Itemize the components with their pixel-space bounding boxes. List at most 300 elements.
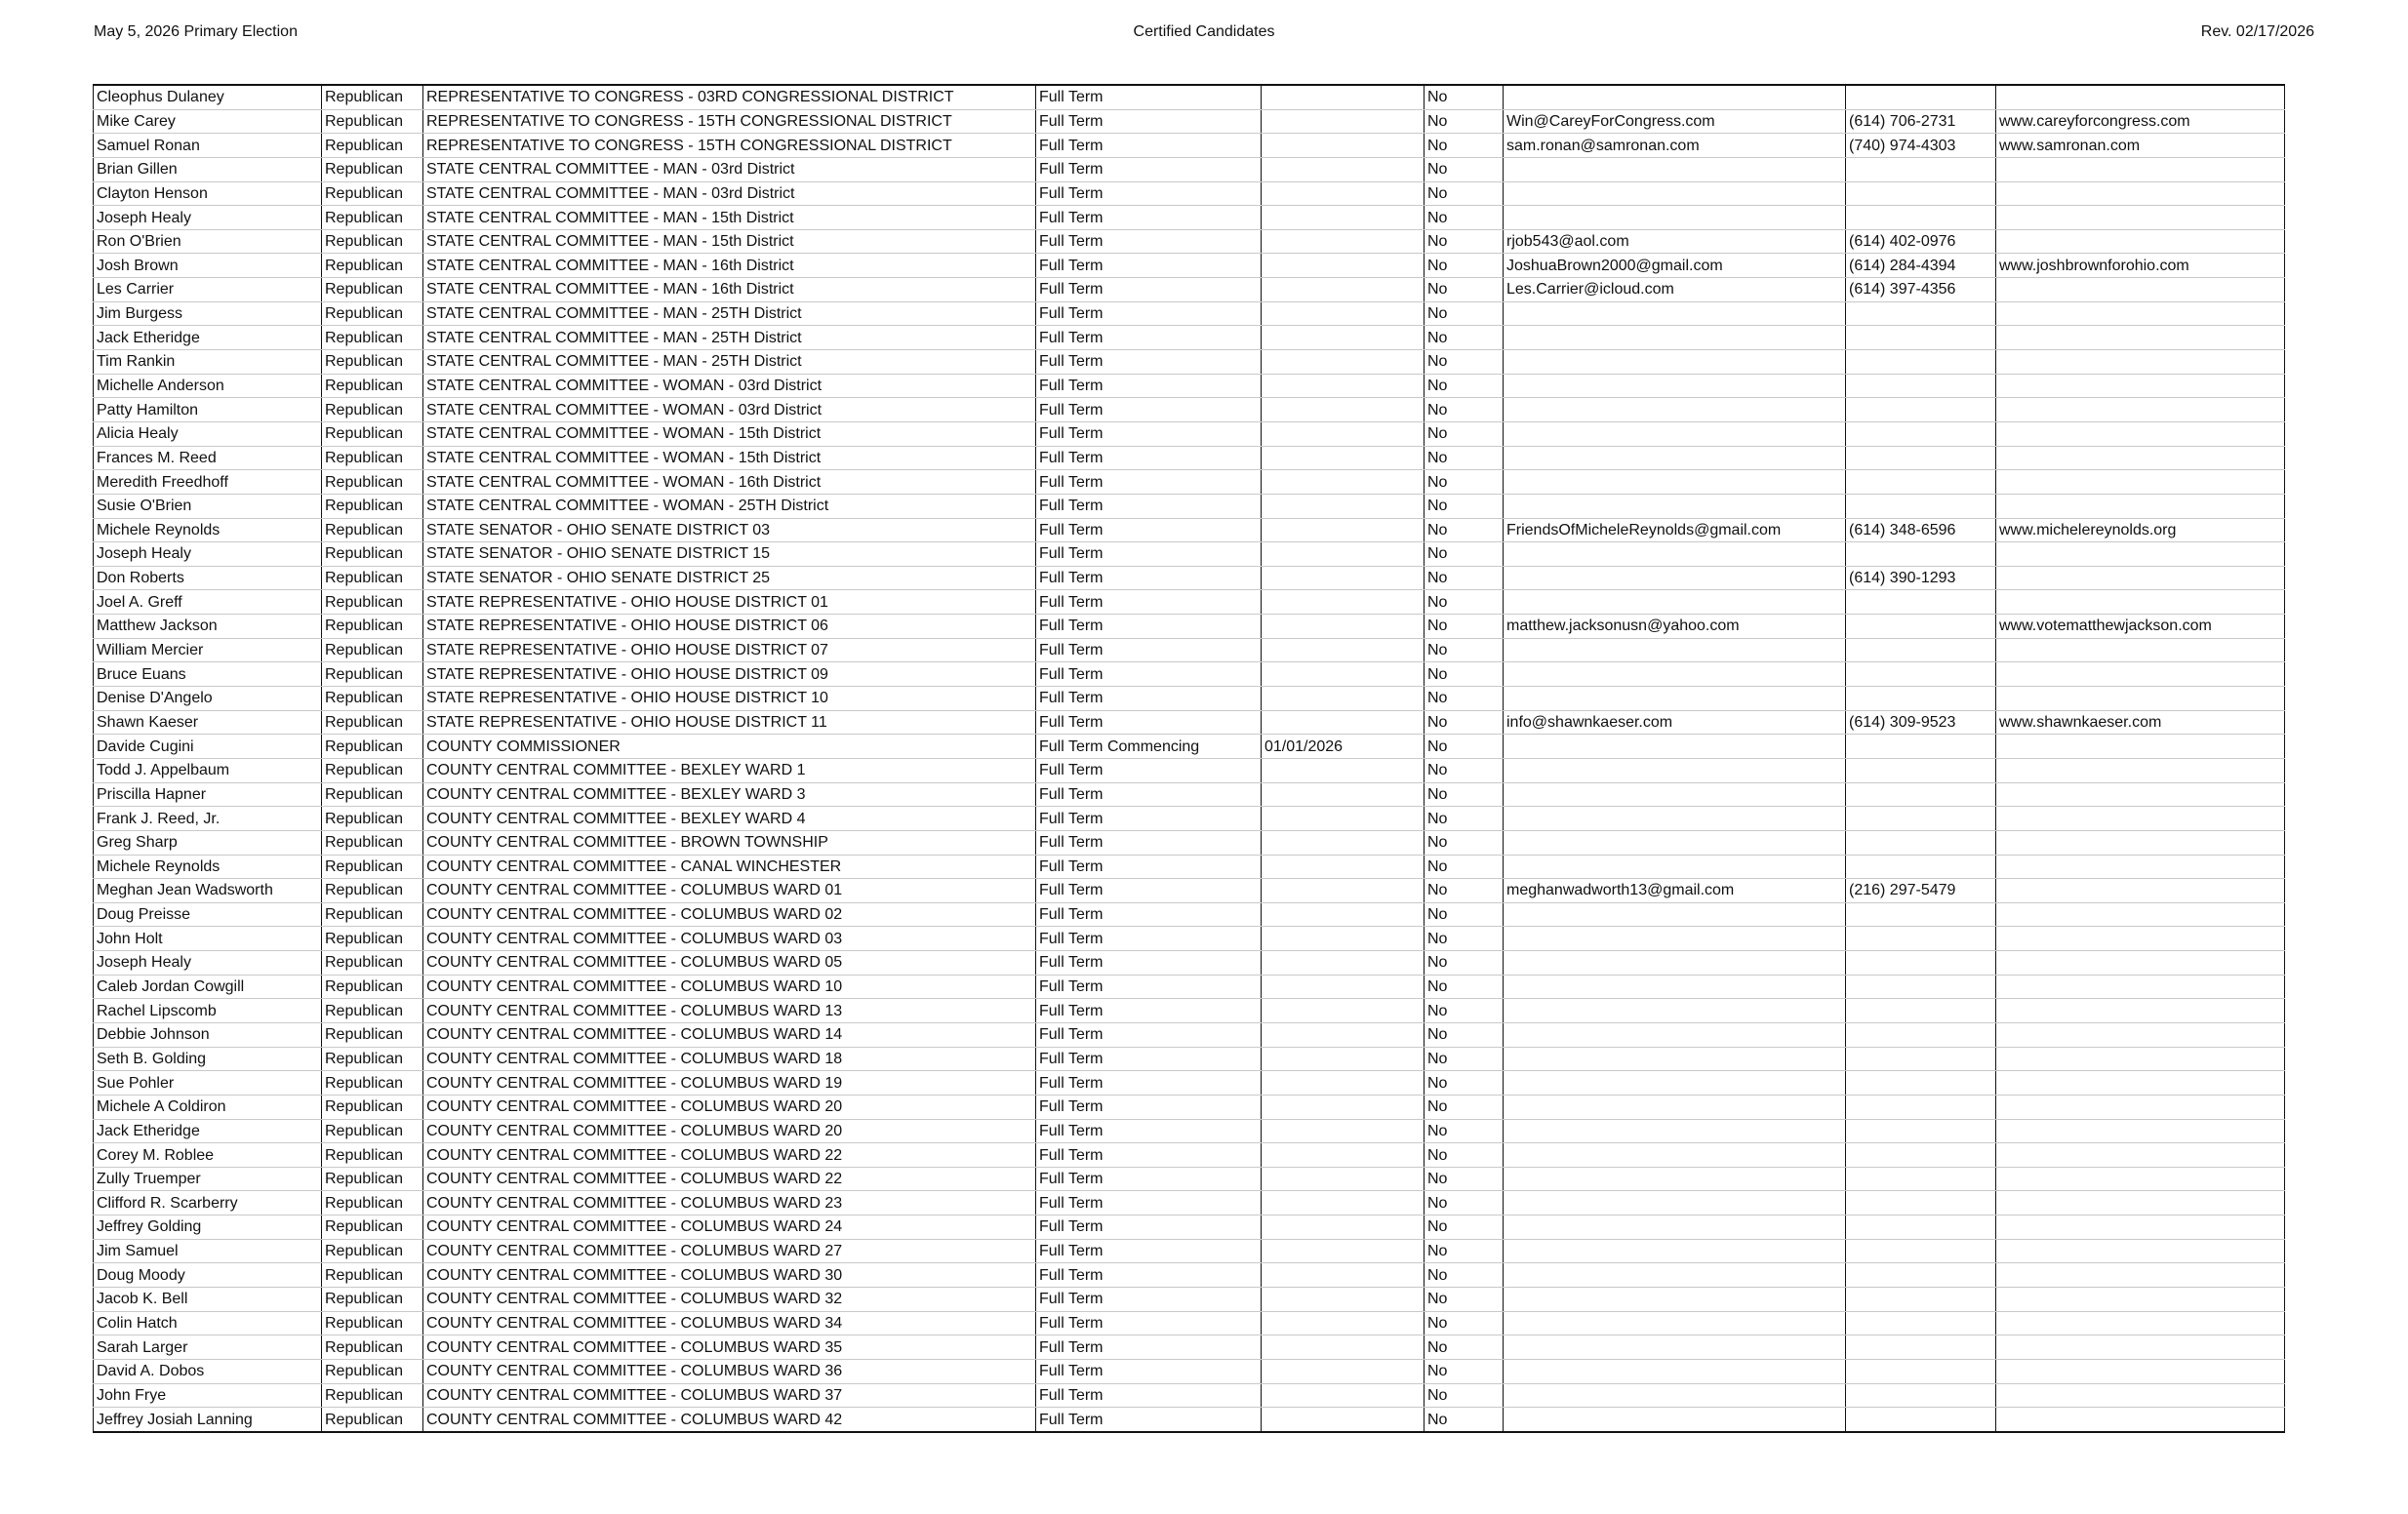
email-cell: JoshuaBrown2000@gmail.com bbox=[1504, 254, 1846, 278]
write-in-cell: No bbox=[1425, 1215, 1504, 1240]
party-cell: Republican bbox=[322, 1167, 423, 1191]
write-in-cell: No bbox=[1425, 975, 1504, 999]
table-row bbox=[94, 830, 2285, 855]
phone-cell bbox=[1846, 301, 1996, 326]
term-start-cell bbox=[1262, 494, 1425, 518]
write-in-cell: No bbox=[1425, 1071, 1504, 1096]
candidate-name-cell: Jack Etheridge bbox=[94, 326, 322, 350]
term-cell: Full Term bbox=[1036, 951, 1262, 976]
phone-cell bbox=[1846, 421, 1996, 446]
office-cell: STATE CENTRAL COMMITTEE - MAN - 25TH District bbox=[423, 350, 1036, 375]
term-cell: Full Term bbox=[1036, 181, 1262, 206]
write-in-cell: No bbox=[1425, 470, 1504, 495]
website-cell bbox=[1996, 951, 2285, 976]
table-row bbox=[94, 855, 2285, 879]
email-cell bbox=[1504, 157, 1846, 181]
party-cell: Republican bbox=[322, 301, 423, 326]
term-cell: Full Term bbox=[1036, 1167, 1262, 1191]
table-row bbox=[94, 975, 2285, 999]
candidate-name-cell: Davide Cugini bbox=[94, 735, 322, 759]
website-cell bbox=[1996, 1167, 2285, 1191]
term-start-cell bbox=[1262, 1191, 1425, 1215]
party-cell: Republican bbox=[322, 1383, 423, 1408]
phone-cell bbox=[1846, 638, 1996, 662]
write-in-cell: No bbox=[1425, 350, 1504, 375]
office-cell: COUNTY CENTRAL COMMITTEE - COLUMBUS WARD 42 bbox=[423, 1408, 1036, 1432]
office-cell: COUNTY CENTRAL COMMITTEE - COLUMBUS WARD 03 bbox=[423, 927, 1036, 951]
phone-cell bbox=[1846, 999, 1996, 1023]
party-cell: Republican bbox=[322, 229, 423, 254]
office-cell: STATE CENTRAL COMMITTEE - WOMAN - 03rd District bbox=[423, 398, 1036, 422]
party-cell: Republican bbox=[322, 1095, 423, 1119]
email-cell bbox=[1504, 494, 1846, 518]
write-in-cell: No bbox=[1425, 615, 1504, 639]
term-start-cell bbox=[1262, 1215, 1425, 1240]
email-cell bbox=[1504, 951, 1846, 976]
email-cell bbox=[1504, 807, 1846, 831]
table-row bbox=[94, 758, 2285, 782]
email-cell bbox=[1504, 1359, 1846, 1383]
party-cell: Republican bbox=[322, 1191, 423, 1215]
term-start-cell bbox=[1262, 206, 1425, 230]
office-cell: COUNTY CENTRAL COMMITTEE - COLUMBUS WARD 20 bbox=[423, 1095, 1036, 1119]
term-cell: Full Term bbox=[1036, 326, 1262, 350]
office-cell: COUNTY CENTRAL COMMITTEE - COLUMBUS WARD 13 bbox=[423, 999, 1036, 1023]
office-cell: COUNTY CENTRAL COMMITTEE - COLUMBUS WARD 34 bbox=[423, 1311, 1036, 1335]
candidate-name-cell: Michelle Anderson bbox=[94, 374, 322, 398]
candidate-name-cell: Doug Moody bbox=[94, 1263, 322, 1288]
website-cell: www.samronan.com bbox=[1996, 134, 2285, 158]
term-start-cell bbox=[1262, 350, 1425, 375]
party-cell: Republican bbox=[322, 1119, 423, 1143]
phone-cell bbox=[1846, 1167, 1996, 1191]
party-cell: Republican bbox=[322, 1311, 423, 1335]
website-cell bbox=[1996, 830, 2285, 855]
party-cell: Republican bbox=[322, 590, 423, 615]
email-cell bbox=[1504, 1239, 1846, 1263]
term-cell: Full Term bbox=[1036, 927, 1262, 951]
email-cell bbox=[1504, 975, 1846, 999]
term-start-cell bbox=[1262, 374, 1425, 398]
term-start-cell bbox=[1262, 710, 1425, 735]
table-row bbox=[94, 590, 2285, 615]
table-row bbox=[94, 1408, 2285, 1432]
table-row bbox=[94, 710, 2285, 735]
website-cell bbox=[1996, 975, 2285, 999]
table-row bbox=[94, 254, 2285, 278]
office-cell: COUNTY CENTRAL COMMITTEE - COLUMBUS WARD 30 bbox=[423, 1263, 1036, 1288]
term-cell: Full Term bbox=[1036, 1335, 1262, 1360]
phone-cell bbox=[1846, 975, 1996, 999]
candidate-name-cell: Patty Hamilton bbox=[94, 398, 322, 422]
website-cell bbox=[1996, 735, 2285, 759]
party-cell: Republican bbox=[322, 879, 423, 903]
term-cell: Full Term bbox=[1036, 782, 1262, 807]
email-cell: sam.ronan@samronan.com bbox=[1504, 134, 1846, 158]
term-start-cell bbox=[1262, 1119, 1425, 1143]
party-cell: Republican bbox=[322, 85, 423, 109]
table-row bbox=[94, 1022, 2285, 1047]
term-start-cell bbox=[1262, 254, 1425, 278]
office-cell: COUNTY CENTRAL COMMITTEE - COLUMBUS WARD 24 bbox=[423, 1215, 1036, 1240]
party-cell: Republican bbox=[322, 109, 423, 134]
table-row bbox=[94, 1263, 2285, 1288]
office-cell: REPRESENTATIVE TO CONGRESS - 15TH CONGRESSIONAL DISTRICT bbox=[423, 134, 1036, 158]
write-in-cell: No bbox=[1425, 398, 1504, 422]
email-cell: matthew.jacksonusn@yahoo.com bbox=[1504, 615, 1846, 639]
website-cell bbox=[1996, 1022, 2285, 1047]
website-cell bbox=[1996, 494, 2285, 518]
candidate-name-cell: Michele Reynolds bbox=[94, 855, 322, 879]
email-cell bbox=[1504, 181, 1846, 206]
email-cell bbox=[1504, 350, 1846, 375]
email-cell bbox=[1504, 1071, 1846, 1096]
write-in-cell: No bbox=[1425, 855, 1504, 879]
candidate-name-cell: Jim Burgess bbox=[94, 301, 322, 326]
phone-cell bbox=[1846, 590, 1996, 615]
candidate-name-cell: Caleb Jordan Cowgill bbox=[94, 975, 322, 999]
website-cell bbox=[1996, 1383, 2285, 1408]
candidate-name-cell: Brian Gillen bbox=[94, 157, 322, 181]
website-cell: www.careyforcongress.com bbox=[1996, 109, 2285, 134]
party-cell: Republican bbox=[322, 855, 423, 879]
term-start-cell bbox=[1262, 902, 1425, 927]
website-cell bbox=[1996, 157, 2285, 181]
term-cell: Full Term bbox=[1036, 1047, 1262, 1071]
phone-cell: (614) 397-4356 bbox=[1846, 278, 1996, 302]
website-cell bbox=[1996, 229, 2285, 254]
term-cell: Full Term bbox=[1036, 398, 1262, 422]
table-row bbox=[94, 109, 2285, 134]
website-cell: www.joshbrownforohio.com bbox=[1996, 254, 2285, 278]
office-cell: COUNTY CENTRAL COMMITTEE - COLUMBUS WARD 27 bbox=[423, 1239, 1036, 1263]
website-cell bbox=[1996, 855, 2285, 879]
party-cell: Republican bbox=[322, 494, 423, 518]
party-cell: Republican bbox=[322, 134, 423, 158]
write-in-cell: No bbox=[1425, 542, 1504, 567]
term-start-cell bbox=[1262, 470, 1425, 495]
website-cell: www.shawnkaeser.com bbox=[1996, 710, 2285, 735]
table-row bbox=[94, 1239, 2285, 1263]
website-cell bbox=[1996, 758, 2285, 782]
term-cell: Full Term bbox=[1036, 206, 1262, 230]
office-cell: STATE SENATOR - OHIO SENATE DISTRICT 25 bbox=[423, 566, 1036, 590]
term-cell: Full Term bbox=[1036, 758, 1262, 782]
term-cell: Full Term bbox=[1036, 830, 1262, 855]
website-cell bbox=[1996, 398, 2285, 422]
table-row bbox=[94, 542, 2285, 567]
office-cell: STATE CENTRAL COMMITTEE - WOMAN - 15th District bbox=[423, 421, 1036, 446]
term-start-cell bbox=[1262, 181, 1425, 206]
office-cell: COUNTY CENTRAL COMMITTEE - COLUMBUS WARD 36 bbox=[423, 1359, 1036, 1383]
term-cell: Full Term bbox=[1036, 1215, 1262, 1240]
candidate-name-cell: Shawn Kaeser bbox=[94, 710, 322, 735]
table-row bbox=[94, 615, 2285, 639]
phone-cell bbox=[1846, 85, 1996, 109]
office-cell: COUNTY CENTRAL COMMITTEE - COLUMBUS WARD 20 bbox=[423, 1119, 1036, 1143]
office-cell: COUNTY CENTRAL COMMITTEE - COLUMBUS WARD 02 bbox=[423, 902, 1036, 927]
candidate-name-cell: Jeffrey Josiah Lanning bbox=[94, 1408, 322, 1432]
term-start-cell bbox=[1262, 1239, 1425, 1263]
phone-cell: (614) 402-0976 bbox=[1846, 229, 1996, 254]
write-in-cell: No bbox=[1425, 662, 1504, 687]
term-cell: Full Term bbox=[1036, 807, 1262, 831]
office-cell: COUNTY CENTRAL COMMITTEE - CANAL WINCHESTER bbox=[423, 855, 1036, 879]
candidate-name-cell: Colin Hatch bbox=[94, 1311, 322, 1335]
website-cell bbox=[1996, 1335, 2285, 1360]
office-cell: COUNTY CENTRAL COMMITTEE - COLUMBUS WARD 23 bbox=[423, 1191, 1036, 1215]
table-row bbox=[94, 1311, 2285, 1335]
email-cell bbox=[1504, 927, 1846, 951]
candidate-name-cell: Don Roberts bbox=[94, 566, 322, 590]
term-start-cell bbox=[1262, 518, 1425, 542]
email-cell: meghanwadworth13@gmail.com bbox=[1504, 879, 1846, 903]
website-cell bbox=[1996, 1239, 2285, 1263]
candidate-name-cell: John Holt bbox=[94, 927, 322, 951]
phone-cell: (614) 309-9523 bbox=[1846, 710, 1996, 735]
party-cell: Republican bbox=[322, 421, 423, 446]
email-cell: rjob543@aol.com bbox=[1504, 229, 1846, 254]
term-start-cell bbox=[1262, 446, 1425, 470]
write-in-cell: No bbox=[1425, 927, 1504, 951]
table-row bbox=[94, 1047, 2285, 1071]
table-row bbox=[94, 470, 2285, 495]
website-cell bbox=[1996, 470, 2285, 495]
term-cell: Full Term bbox=[1036, 662, 1262, 687]
website-cell bbox=[1996, 446, 2285, 470]
write-in-cell: No bbox=[1425, 687, 1504, 711]
phone-cell bbox=[1846, 1263, 1996, 1288]
email-cell bbox=[1504, 782, 1846, 807]
website-cell bbox=[1996, 1119, 2285, 1143]
office-cell: STATE CENTRAL COMMITTEE - MAN - 25TH District bbox=[423, 326, 1036, 350]
write-in-cell: No bbox=[1425, 951, 1504, 976]
website-cell bbox=[1996, 687, 2285, 711]
email-cell bbox=[1504, 1119, 1846, 1143]
table-row bbox=[94, 1095, 2285, 1119]
term-cell: Full Term bbox=[1036, 566, 1262, 590]
candidate-name-cell: Bruce Euans bbox=[94, 662, 322, 687]
write-in-cell: No bbox=[1425, 1167, 1504, 1191]
candidate-name-cell: Meredith Freedhoff bbox=[94, 470, 322, 495]
write-in-cell: No bbox=[1425, 494, 1504, 518]
candidate-name-cell: Josh Brown bbox=[94, 254, 322, 278]
phone-cell bbox=[1846, 374, 1996, 398]
term-cell: Full Term bbox=[1036, 278, 1262, 302]
email-cell bbox=[1504, 1143, 1846, 1168]
phone-cell bbox=[1846, 855, 1996, 879]
term-start-cell bbox=[1262, 1288, 1425, 1312]
party-cell: Republican bbox=[322, 326, 423, 350]
term-start-cell bbox=[1262, 590, 1425, 615]
term-start-cell bbox=[1262, 398, 1425, 422]
term-start-cell bbox=[1262, 1263, 1425, 1288]
candidate-name-cell: Mike Carey bbox=[94, 109, 322, 134]
write-in-cell: No bbox=[1425, 566, 1504, 590]
term-cell: Full Term bbox=[1036, 710, 1262, 735]
office-cell: STATE REPRESENTATIVE - OHIO HOUSE DISTRICT 11 bbox=[423, 710, 1036, 735]
table-row bbox=[94, 902, 2285, 927]
candidate-name-cell: Samuel Ronan bbox=[94, 134, 322, 158]
phone-cell bbox=[1846, 206, 1996, 230]
write-in-cell: No bbox=[1425, 181, 1504, 206]
email-cell bbox=[1504, 902, 1846, 927]
term-cell: Full Term bbox=[1036, 470, 1262, 495]
term-start-cell bbox=[1262, 1047, 1425, 1071]
candidate-name-cell: Frank J. Reed, Jr. bbox=[94, 807, 322, 831]
party-cell: Republican bbox=[322, 999, 423, 1023]
email-cell bbox=[1504, 999, 1846, 1023]
table-row bbox=[94, 134, 2285, 158]
phone-cell bbox=[1846, 1311, 1996, 1335]
term-cell: Full Term bbox=[1036, 1071, 1262, 1096]
phone-cell bbox=[1846, 1047, 1996, 1071]
candidate-name-cell: Meghan Jean Wadsworth bbox=[94, 879, 322, 903]
write-in-cell: No bbox=[1425, 999, 1504, 1023]
write-in-cell: No bbox=[1425, 1239, 1504, 1263]
write-in-cell: No bbox=[1425, 807, 1504, 831]
party-cell: Republican bbox=[322, 278, 423, 302]
email-cell bbox=[1504, 470, 1846, 495]
phone-cell: (216) 297-5479 bbox=[1846, 879, 1996, 903]
candidate-name-cell: John Frye bbox=[94, 1383, 322, 1408]
candidate-name-cell: Seth B. Golding bbox=[94, 1047, 322, 1071]
term-start-cell bbox=[1262, 879, 1425, 903]
term-cell: Full Term bbox=[1036, 1263, 1262, 1288]
office-cell: STATE REPRESENTATIVE - OHIO HOUSE DISTRICT 01 bbox=[423, 590, 1036, 615]
table-row bbox=[94, 1288, 2285, 1312]
party-cell: Republican bbox=[322, 902, 423, 927]
candidate-name-cell: Denise D'Angelo bbox=[94, 687, 322, 711]
table-row bbox=[94, 326, 2285, 350]
term-cell: Full Term bbox=[1036, 229, 1262, 254]
table-row bbox=[94, 398, 2285, 422]
party-cell: Republican bbox=[322, 1408, 423, 1432]
party-cell: Republican bbox=[322, 758, 423, 782]
party-cell: Republican bbox=[322, 735, 423, 759]
party-cell: Republican bbox=[322, 782, 423, 807]
term-start-cell bbox=[1262, 1071, 1425, 1096]
term-start-cell bbox=[1262, 301, 1425, 326]
term-cell: Full Term bbox=[1036, 855, 1262, 879]
term-start-cell bbox=[1262, 951, 1425, 976]
write-in-cell: No bbox=[1425, 1311, 1504, 1335]
phone-cell bbox=[1846, 350, 1996, 375]
candidate-name-cell: Joseph Healy bbox=[94, 542, 322, 567]
term-cell: Full Term bbox=[1036, 687, 1262, 711]
term-start-cell bbox=[1262, 1359, 1425, 1383]
party-cell: Republican bbox=[322, 687, 423, 711]
term-cell: Full Term bbox=[1036, 518, 1262, 542]
office-cell: STATE CENTRAL COMMITTEE - MAN - 15th District bbox=[423, 229, 1036, 254]
party-cell: Republican bbox=[322, 206, 423, 230]
office-cell: COUNTY CENTRAL COMMITTEE - COLUMBUS WARD 22 bbox=[423, 1143, 1036, 1168]
table-row bbox=[94, 1167, 2285, 1191]
term-start-cell bbox=[1262, 229, 1425, 254]
email-cell bbox=[1504, 301, 1846, 326]
write-in-cell: No bbox=[1425, 229, 1504, 254]
term-start-cell bbox=[1262, 1143, 1425, 1168]
table-row bbox=[94, 1071, 2285, 1096]
write-in-cell: No bbox=[1425, 1288, 1504, 1312]
office-cell: REPRESENTATIVE TO CONGRESS - 03RD CONGRESSIONAL DISTRICT bbox=[423, 85, 1036, 109]
table-row bbox=[94, 1215, 2285, 1240]
phone-cell bbox=[1846, 902, 1996, 927]
phone-cell bbox=[1846, 807, 1996, 831]
write-in-cell: No bbox=[1425, 879, 1504, 903]
website-cell bbox=[1996, 421, 2285, 446]
term-cell: Full Term bbox=[1036, 374, 1262, 398]
table-row bbox=[94, 638, 2285, 662]
email-cell bbox=[1504, 1167, 1846, 1191]
party-cell: Republican bbox=[322, 615, 423, 639]
party-cell: Republican bbox=[322, 1335, 423, 1360]
email-cell bbox=[1504, 662, 1846, 687]
term-start-cell bbox=[1262, 758, 1425, 782]
party-cell: Republican bbox=[322, 710, 423, 735]
office-cell: STATE CENTRAL COMMITTEE - MAN - 15th District bbox=[423, 206, 1036, 230]
email-cell bbox=[1504, 446, 1846, 470]
website-cell bbox=[1996, 902, 2285, 927]
party-cell: Republican bbox=[322, 566, 423, 590]
term-cell: Full Term bbox=[1036, 1143, 1262, 1168]
email-cell bbox=[1504, 421, 1846, 446]
candidate-name-cell: Greg Sharp bbox=[94, 830, 322, 855]
email-cell bbox=[1504, 735, 1846, 759]
phone-cell bbox=[1846, 1359, 1996, 1383]
write-in-cell: No bbox=[1425, 782, 1504, 807]
party-cell: Republican bbox=[322, 830, 423, 855]
term-cell: Full Term bbox=[1036, 301, 1262, 326]
phone-cell bbox=[1846, 494, 1996, 518]
write-in-cell: No bbox=[1425, 1263, 1504, 1288]
office-cell: COUNTY COMMISSIONER bbox=[423, 735, 1036, 759]
office-cell: STATE REPRESENTATIVE - OHIO HOUSE DISTRICT 09 bbox=[423, 662, 1036, 687]
website-cell bbox=[1996, 350, 2285, 375]
website-cell bbox=[1996, 1143, 2285, 1168]
write-in-cell: No bbox=[1425, 1408, 1504, 1432]
write-in-cell: No bbox=[1425, 1335, 1504, 1360]
write-in-cell: No bbox=[1425, 710, 1504, 735]
candidate-name-cell: Joseph Healy bbox=[94, 206, 322, 230]
office-cell: COUNTY CENTRAL COMMITTEE - COLUMBUS WARD 14 bbox=[423, 1022, 1036, 1047]
phone-cell bbox=[1846, 1215, 1996, 1240]
candidate-name-cell: Michele Reynolds bbox=[94, 518, 322, 542]
email-cell bbox=[1504, 1408, 1846, 1432]
office-cell: STATE CENTRAL COMMITTEE - MAN - 25TH District bbox=[423, 301, 1036, 326]
office-cell: COUNTY CENTRAL COMMITTEE - COLUMBUS WARD 22 bbox=[423, 1167, 1036, 1191]
term-start-cell bbox=[1262, 566, 1425, 590]
candidate-name-cell: William Mercier bbox=[94, 638, 322, 662]
phone-cell: (614) 390-1293 bbox=[1846, 566, 1996, 590]
phone-cell bbox=[1846, 1335, 1996, 1360]
write-in-cell: No bbox=[1425, 1359, 1504, 1383]
term-cell: Full Term bbox=[1036, 1408, 1262, 1432]
term-start-cell bbox=[1262, 830, 1425, 855]
write-in-cell: No bbox=[1425, 85, 1504, 109]
website-cell bbox=[1996, 638, 2285, 662]
candidate-name-cell: Zully Truemper bbox=[94, 1167, 322, 1191]
website-cell bbox=[1996, 206, 2285, 230]
phone-cell bbox=[1846, 927, 1996, 951]
document-title: Certified Candidates bbox=[1133, 23, 1275, 40]
website-cell bbox=[1996, 542, 2285, 567]
website-cell bbox=[1996, 1359, 2285, 1383]
email-cell: Win@CareyForCongress.com bbox=[1504, 109, 1846, 134]
term-cell: Full Term bbox=[1036, 1311, 1262, 1335]
table-row bbox=[94, 494, 2285, 518]
office-cell: COUNTY CENTRAL COMMITTEE - COLUMBUS WARD 32 bbox=[423, 1288, 1036, 1312]
